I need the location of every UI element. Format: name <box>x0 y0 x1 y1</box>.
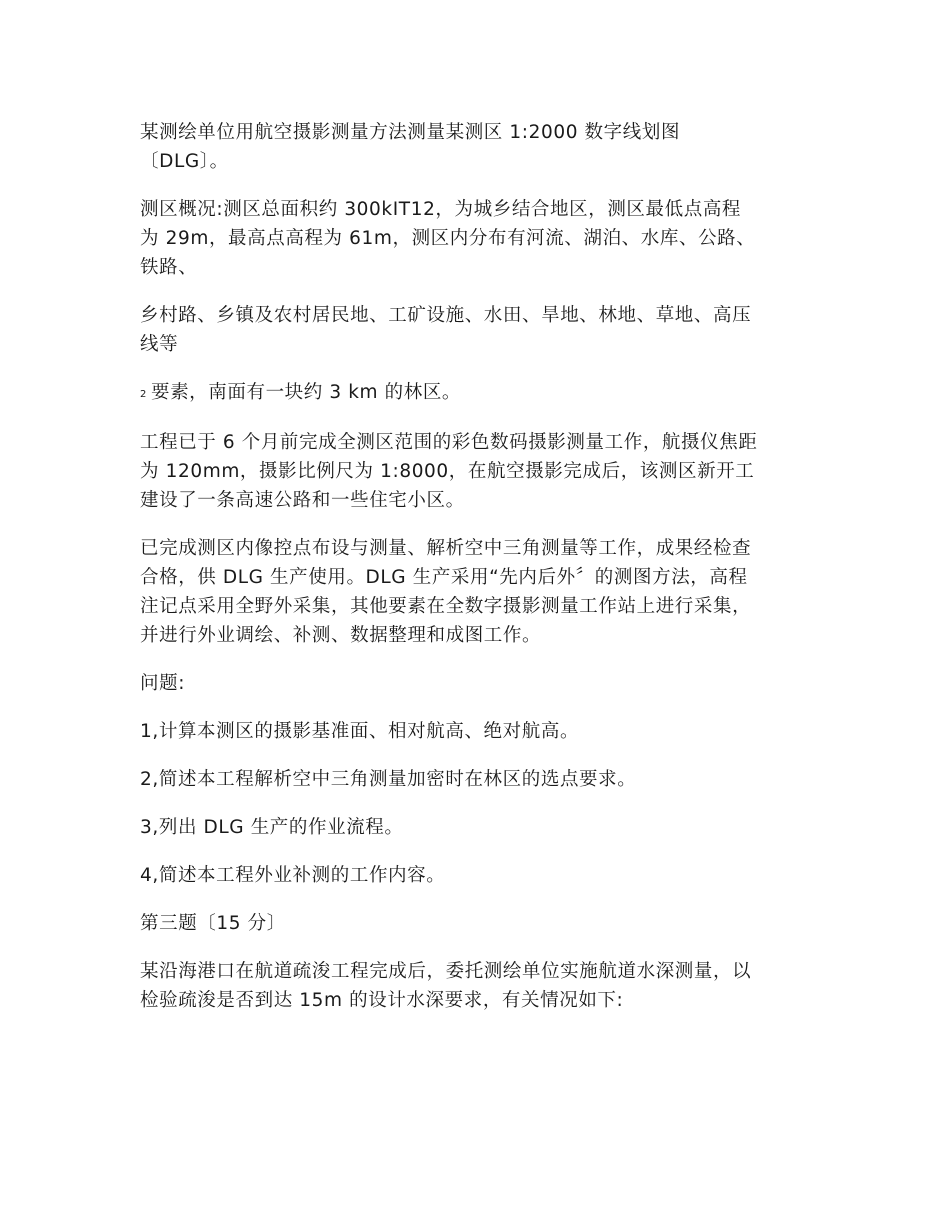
text-line: 某沿海港口在航道疏浚工程完成后，委托测绘单位实施航道水深测量，以 <box>140 961 752 982</box>
question-4 <box>140 861 812 890</box>
text-line: 合格，供 DLG 生产使用。DLG 生产采用“先内后外〞的测图方法，高程 <box>140 567 748 588</box>
paragraph-channel-survey <box>140 957 812 1015</box>
text-line: 检验疏浚是否到达 15m 的设计水深要求，有关情况如下: <box>140 990 624 1011</box>
text-line: 已完成测区内像控点布设与测量、解析空中三角测量等工作，成果经检查 <box>140 538 752 559</box>
question-1 <box>140 717 812 746</box>
paragraph-aerial-photography <box>140 428 812 515</box>
question-2 <box>140 765 812 794</box>
superscript-prefix: 2 <box>140 389 147 400</box>
paragraph-dlg-production <box>140 534 812 650</box>
text-line: 并进行外业调绘、补测、数据整理和成图工作。 <box>140 625 542 646</box>
text-line <box>140 378 812 409</box>
text-line: 〔DLG〕。 <box>140 151 229 172</box>
text-line: 测区概况:测区总面积约 300kIT12，为城乡结合地区，测区最低点高程 <box>140 199 742 220</box>
text-line: 4,简述本工程外业补测的工作内容。 <box>140 865 446 886</box>
document-body <box>140 118 812 1034</box>
text-line: 注记点采用全野外采集，其他要素在全数字摄影测量工作站上进行采集， <box>140 596 752 617</box>
text-line: 建设了一条高速公路和一些住宅小区。 <box>140 490 465 511</box>
text-line: 线等 <box>140 334 179 355</box>
text-line: 某测绘单位用航空摄影测量方法测量某测区 1:2000 数字线划图 <box>140 122 681 143</box>
question-3 <box>140 813 812 842</box>
text-line: 乡村路、乡镇及农村居民地、工矿设施、水田、旱地、林地、草地、高压 <box>140 305 752 326</box>
text-line: 3,列出 DLG 生产的作业流程。 <box>140 817 404 838</box>
text-line-content: 要素，南面有一块约 3 km 的林区。 <box>150 382 462 403</box>
text-line: 铁路、 <box>140 257 198 278</box>
text-line: 为 120mm，摄影比例尺为 1:8000，在航空摄影完成后，该测区新开工 <box>140 461 755 482</box>
text-line: 第三题〔15 分〕 <box>140 913 286 934</box>
text-line: 为 29m，最高点高程为 61m，测区内分布有河流、湖泊、水库、公路、 <box>140 228 756 249</box>
paragraph-survey-overview <box>140 195 812 282</box>
section-heading-third <box>140 909 812 938</box>
questions-heading <box>140 669 812 698</box>
text-line: 工程已于 6 个月前完成全测区范围的彩色数码摄影测量工作，航摄仪焦距 <box>140 432 758 453</box>
text-line: 1,计算本测区的摄影基准面、相对航高、绝对航高。 <box>140 721 580 742</box>
paragraph-features <box>140 301 812 359</box>
text-line: 问题: <box>140 673 186 694</box>
paragraph-forest-area <box>140 378 812 409</box>
text-line: 2,简述本工程解析空中三角测量加密时在林区的选点要求。 <box>140 769 637 790</box>
paragraph-intro <box>140 118 812 176</box>
